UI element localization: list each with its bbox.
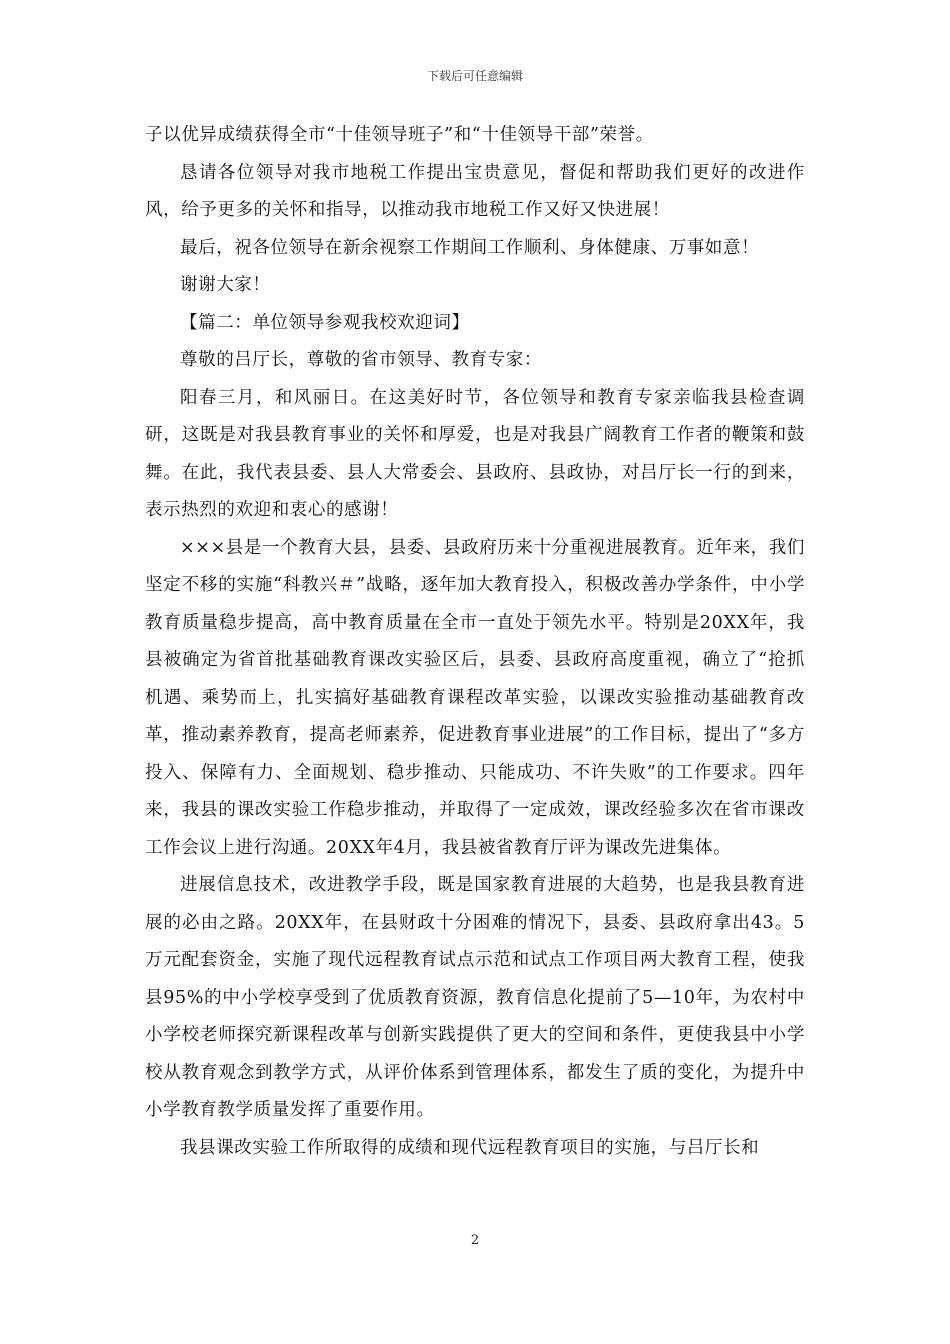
paragraph: 子以优异成绩获得全市“十佳领导班子”和“十佳领导干部”荣誉。: [145, 125, 654, 145]
paragraph: 最后，祝各位领导在新余视察工作期间工作顺利、身体健康、万事如意！: [180, 237, 760, 258]
paragraph: 恳请各位领导对我市地税工作提出宝贵意见，督促和帮助我们更好的改进作风，给予更多的关怀和指导，以推动我市地税工作又好又快进展！: [145, 162, 805, 220]
page-header-note: 下载后可任意编辑: [426, 69, 523, 83]
document-body: [145, 117, 805, 1167]
paragraph: 谢谢大家！: [180, 275, 271, 295]
page-number: 2: [470, 1233, 480, 1248]
section-heading: 【篇二：单位领导参观我校欢迎词】: [180, 312, 470, 333]
paragraph: 我县课改实验工作所取得的成绩和现代远程教育项目的实施，与吕厅长和: [180, 1137, 760, 1158]
paragraph: 阳春三月，和风丽日。在这美好时节，各位领导和教育专家亲临我县检查调研，这既是对我县教育事业的关怀和厚爱，也是对我县广阔教育工作者的鞭策和鼓舞。在此，我代表县委、县人大常委会、县政府、县政协，对吕厅长一行的到来，表示热烈的欢迎和衷心的感谢！: [145, 387, 805, 520]
salutation: 尊敬的吕厅长，尊敬的省市领导、教育专家：: [180, 350, 542, 370]
paragraph: 进展信息技术，改进教学手段，既是国家教育进展的大趋势，也是我县教育进展的必由之路。20XX年，在县财政十分困难的情况下，县委、县政府拿出43。5万元配套资金，实施了现代远程教育试点示范和试点工作项目两大教育工程，使我县95%的中小学校享受到了优质教育资源，教育信息化提前了5—10年，为农村中小学校老师探究新课程改革与创新实践提供了更大的空间和条件，更使我县中小学校从教育观念到教学方式，从评价体系到管理体系，都发生了质的变化，为提升中小学教育教学质量发挥了重要作用。: [145, 875, 805, 1120]
paragraph: ×××县是一个教育大县，县委、县政府历来十分重视进展教育。近年来，我们坚定不移的实施“科教兴＃”战略，逐年加大教育投入，积极改善办学条件，中小学教育质量稳步提高，高中教育质量在全市一直处于领先水平。特别是20XX年，我县被确定为省首批基础教育课改实验区后，县委、县政府高度重视，确立了“抢抓机遇、乘势而上，扎实搞好基础教育课程改革实验，以课改实验推动基础教育改革，推动素养教育，提高老师素养，促进教育事业进展”的工作目标，提出了“多方投入、保障有力、全面规划、稳步推动、只能成功、不许失败”的工作要求。四年来，我县的课改实验工作稳步推动，并取得了一定成效，课改经验多次在省市课改工作会议上进行沟通。20XX年4月，我县被省教育厅评为课改先进集体。: [145, 537, 805, 858]
